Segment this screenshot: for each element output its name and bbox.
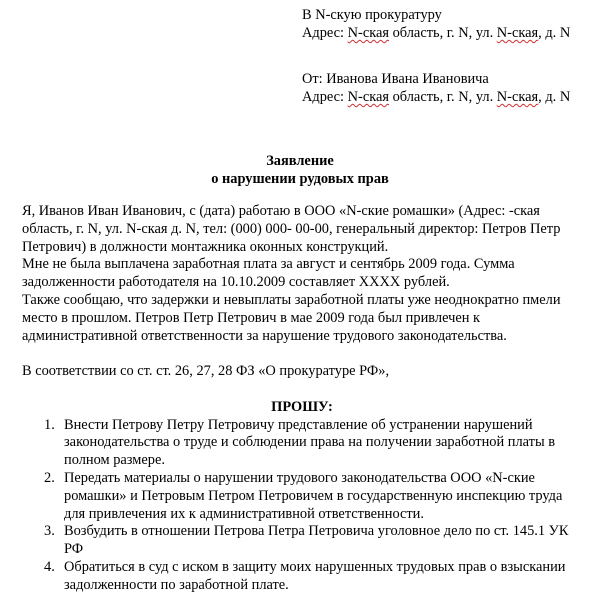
request-item-text: Возбудить в отношении Петрова Петра Петровича уголовное дело по ст. 145.1 УК РФ — [64, 523, 569, 558]
paragraph-legal-basis: В соответствии со ст. ст. 26, 27, 28 ФЗ «О прокуратуре РФ», — [22, 363, 390, 380]
paragraph-employment: Я, Иванов Иван Иванович, с (дата) работаю в ООО «N-ские ромашки» (Адрес: -ская область, г. N, ул. N-ская д. N, тел: (000) 000- 00-00, генеральный директор: Петров Петр Петрович) в должности монтажника оконных конструкций. — [22, 203, 561, 255]
spellcheck-word: N-ская — [496, 89, 539, 105]
request-item — [22, 559, 574, 595]
request-item-text: Передать материалы о нарушении трудового законодательства ООО «N-ские ромашки» и Петровым Петром Петровичем в государственную инспекцию труда для привлечения их к административной ответственности. — [64, 469, 563, 522]
request-item-number: 2. — [44, 469, 55, 486]
recipient-line: В N-скую прокуратуру — [302, 7, 442, 23]
spellcheck-word: N-ская — [347, 89, 389, 105]
paragraph-previous-violations: Также сообщаю, что задержки и невыплаты заработной платы уже неоднократно пмели место в прошлом. Петров Петр Петрович в мае 2009 года был привлечен к административной ответственности за нарушение трудового законодательства. — [22, 291, 561, 344]
sender-address: Адрес: N-ская область, г. N, ул. N-ская, д. N — [302, 89, 571, 105]
request-item-text: Внести Петрову Петру Петровичу представление об устранении нарушений законодательства о труде и соблюдении права на получении заработной платы в полном размере. — [64, 416, 556, 469]
request-item — [22, 417, 574, 470]
request-item-number: 1. — [44, 416, 55, 433]
paragraph-unpaid-salary: Мне не была выплачена заработная плата за август и сентябрь 2009 года. Сумма задолженности работодателя на 10.10.2009 составляет ХХХХ рублей. — [22, 256, 515, 291]
request-item-number: 3. — [44, 523, 55, 540]
request-item — [22, 470, 574, 523]
spellcheck-word: N-ская — [347, 25, 389, 41]
request-heading: ПРОШУ: — [271, 398, 333, 415]
sender-line: От: Ивановa Ивана Ивановича — [302, 71, 489, 87]
document-subtitle: о нарушении рудовых прав — [211, 171, 389, 187]
spellcheck-word: N-ская — [496, 25, 539, 41]
request-item — [22, 523, 574, 559]
request-item-number: 4. — [44, 558, 55, 575]
request-item-text: Обратиться в суд с иском в защиту моих нарушенных трудовых прав о взыскании задолженности по заработной плате. — [64, 558, 566, 593]
request-list — [22, 417, 582, 595]
document-title: Заявление — [266, 153, 334, 169]
document-body — [22, 203, 582, 595]
recipient-address: Адрес: N-ская область, г. N, ул. N-ская, д. N — [302, 25, 571, 41]
